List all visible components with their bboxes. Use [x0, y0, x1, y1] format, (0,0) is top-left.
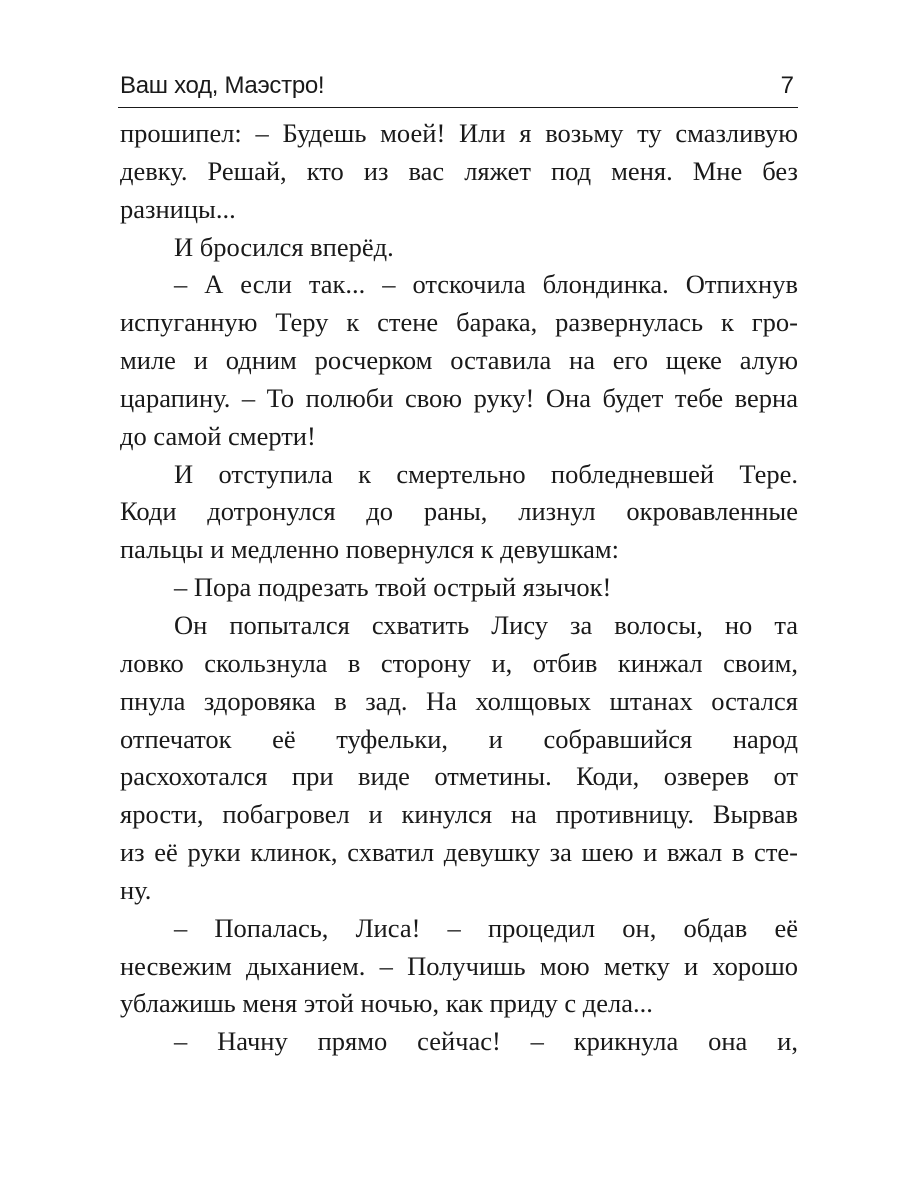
text-line: разницы... — [120, 193, 236, 224]
text-line: расхохотался при виде отметины. Коди, озверев от — [120, 761, 798, 792]
running-head — [120, 72, 798, 104]
text-line: царапину. – То полюби свою руку! Она будет тебе верна — [120, 382, 798, 413]
text-line: ублажишь меня этой ночью, как приду с дела... — [120, 988, 653, 1019]
text-line: – Попалась, Лиса! – процедил он, обдав её — [174, 912, 798, 943]
text-line: Он попытался схватить Лису за волосы, но та — [174, 609, 798, 640]
text-line: – Начну прямо сейчас! – крикнула она и, — [174, 1026, 798, 1057]
text-line: – Пора подрезать твой острый язычок! — [174, 572, 612, 603]
text-line: пальцы и медленно повернулся к девушкам: — [120, 534, 620, 565]
text-line: И бросился вперёд. — [174, 231, 394, 262]
text-line: девку. Решай, кто из вас ляжет под меня. Мне без — [120, 155, 798, 186]
page-number: 7 — [780, 72, 794, 99]
text-line: ловко скользнула в сторону и, отбив кинжал своим, — [120, 647, 798, 678]
text-line: Коди дотронулся до раны, лизнул окровавленные — [120, 496, 798, 527]
body-text — [120, 115, 798, 1061]
text-line: пнула здоровяка в зад. На холщовых штанах остался — [120, 685, 798, 716]
text-line: – А если так... – отскочила блондинка. Отпихнув — [174, 269, 798, 300]
text-line: ярости, побагровел и кинулся на противницу. Вырвав — [120, 799, 798, 830]
text-line: до самой смерти! — [120, 420, 316, 451]
text-line: несвежим дыханием. – Получишь мою метку и хорошо — [120, 950, 798, 981]
running-title: Ваш ход, Маэстро! — [120, 72, 325, 99]
header-rule — [118, 107, 798, 108]
text-line: испуганную Теру к стене барака, развернулась к гро- — [120, 307, 798, 338]
text-line: И отступила к смертельно побледневшей Тере. — [174, 458, 798, 489]
text-line: ну. — [120, 874, 152, 905]
text-line: из её руки клинок, схватил девушку за шею и вжал в сте- — [120, 837, 798, 868]
text-line: прошипел: – Будешь моей! Или я возьму ту смазливую — [120, 118, 798, 148]
text-line: миле и одним росчерком оставила на его щеке алую — [120, 345, 798, 376]
text-line: отпечаток её туфельки, и собравшийся народ — [120, 723, 798, 754]
